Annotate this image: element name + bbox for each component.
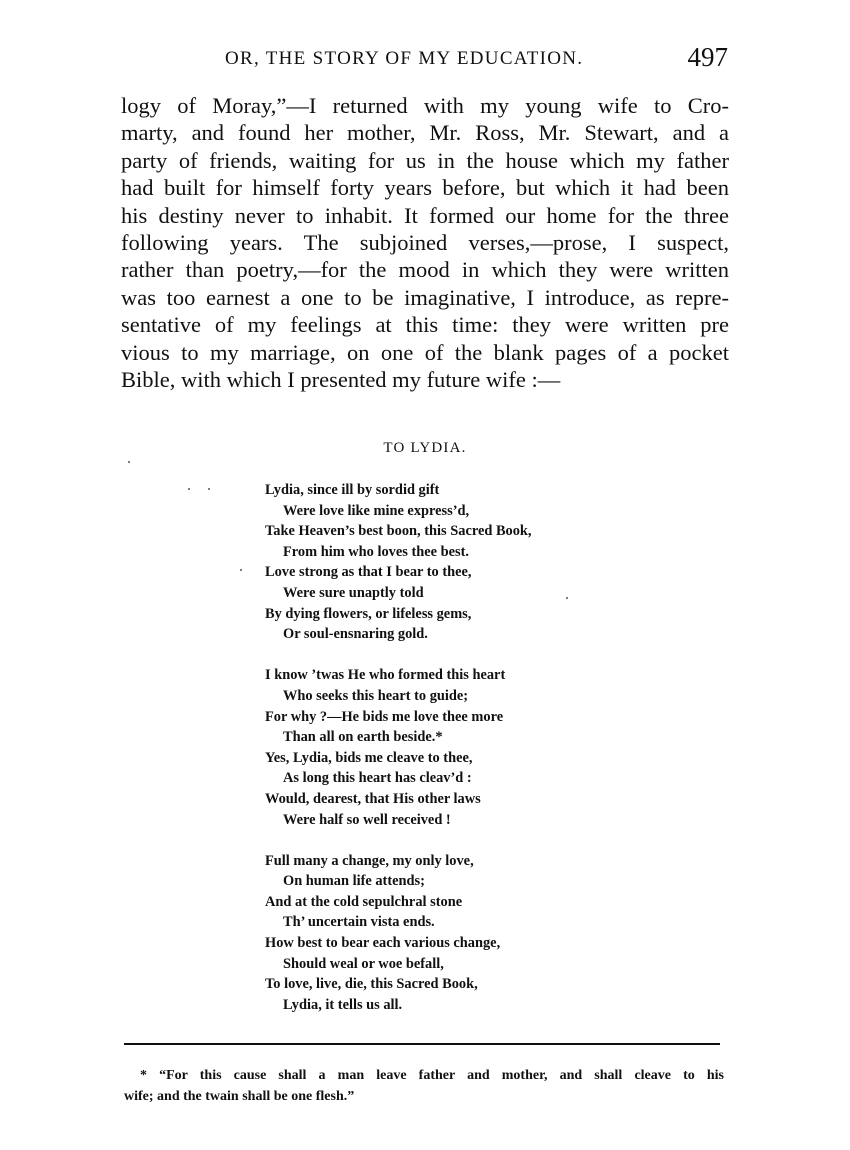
body-line: party of friends, waiting for us in the house which my father (121, 147, 729, 173)
poem-line: Who seeks this heart to guide; (283, 687, 469, 704)
print-speck (208, 488, 210, 490)
poem-line: How best to bear each various change, (265, 935, 501, 952)
poem-line: Yes, Lydia, bids me cleave to thee, (265, 749, 473, 766)
running-head (120, 42, 730, 78)
body-line: had built for himself forty years before, but which it had been (121, 175, 729, 201)
poem-line: As long this heart has cleav’d : (283, 770, 472, 787)
poem-line: Love strong as that I bear to thee, (265, 564, 472, 581)
poem-line: Take Heaven’s best boon, this Sacred Book, (265, 523, 532, 540)
poem-line: Than all on earth beside.* (283, 729, 443, 746)
poem-line: Or soul-ensnaring gold. (283, 626, 428, 643)
body-line: his destiny never to inhabit. It formed our home for the three (121, 202, 729, 228)
poem-line: Lydia, since ill by sordid gift (265, 482, 440, 498)
body-line: logy of Moray,”—I returned with my young wife to Cro- (121, 93, 729, 118)
poem-line: For why ?—He bids me love thee more (265, 708, 504, 725)
running-title: OR, THE STORY OF MY EDUCATION. (225, 48, 584, 69)
footnote-line: * “For this cause shall a man leave father and mother, and shall cleave to his (140, 1068, 724, 1083)
footnote-divider (124, 1043, 720, 1045)
body-paragraph (121, 92, 729, 393)
body-line: Bible, with which I presented my future wife :— (121, 367, 561, 393)
poem-line: And at the cold sepulchral stone (265, 893, 463, 910)
page-number: 497 (687, 42, 728, 72)
print-speck (566, 597, 568, 599)
poem-stanza (265, 665, 605, 830)
poem-line: Would, dearest, that His other laws (265, 790, 481, 807)
body-line: was too earnest a one to be imaginative, I introduce, as repre- (121, 284, 729, 310)
footnote-line: wife; and the twain shall be one flesh.” (124, 1089, 355, 1104)
print-speck (128, 461, 130, 463)
print-speck (240, 569, 242, 571)
poem-line: To love, live, die, this Sacred Book, (265, 976, 478, 993)
poem-line: Were half so well received ! (283, 811, 451, 828)
poem-line: From him who loves thee best. (283, 543, 469, 560)
poem-line: Lydia, it tells us all. (283, 996, 403, 1013)
poem-line: Should weal or woe befall, (283, 955, 444, 972)
poem-line: By dying flowers, or lifeless gems, (265, 605, 472, 622)
body-line: marty, and found her mother, Mr. Ross, Mr. Stewart, and a (121, 120, 729, 146)
poem-title: TO LYDIA. (383, 440, 467, 456)
poem-line: Full many a change, my only love, (265, 852, 474, 869)
body-line: vious to my marriage, on one of the blank pages of a pocket (121, 339, 729, 365)
poem-line: I know ’twas He who formed this heart (265, 667, 506, 684)
poem (265, 480, 605, 1015)
poem-line: On human life attends; (283, 873, 425, 890)
poem-stanza (265, 851, 605, 1016)
footnote (124, 1065, 724, 1107)
poem-line: Th’ uncertain vista ends. (283, 914, 435, 931)
body-line: sentative of my feelings at this time: they were written pre (121, 312, 729, 338)
poem-line: Were love like mine express’d, (283, 502, 470, 519)
poem-line: Were sure unaptly told (283, 584, 424, 601)
print-speck (188, 488, 190, 490)
body-line: following years. The subjoined verses,—prose, I suspect, (121, 230, 729, 256)
poem-stanza (265, 480, 605, 645)
body-line: rather than poetry,—for the mood in which they were written (121, 257, 729, 283)
